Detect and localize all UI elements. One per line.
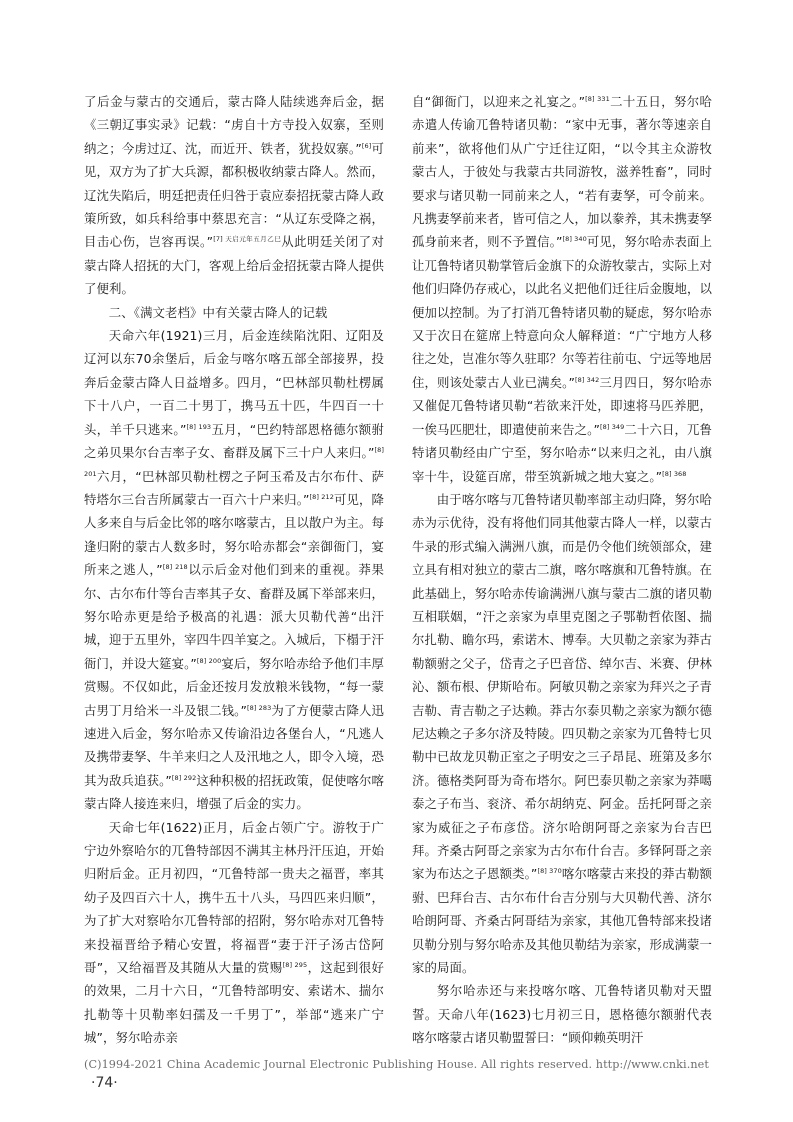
citation-reference: [8] 201 (84, 445, 384, 478)
paragraph-text: ，这起到很好的效果，二月十六日，“兀鲁特部明安、索诺木、揣尔扎勒等十贝勒率妇孺及一千男丁”，举部“逃来广宁城”，努尔哈赤亲 (84, 960, 384, 1046)
paragraph-text: 可见，努尔哈赤表面上让兀鲁特诸贝勒掌管后金旗下的众游牧蒙古，实际上对他们归降仍存戒心，以此名义把他们迁往后金腹地，以便加以控制。为了打消兀鲁特诸贝勒的疑虑，努尔哈赤又于次日在筵席上特意向众人解释道：“广宁地方人移往之处，岂准尔等久驻耶？尔等若往前屯、宁远等地居住，则该处蒙古人业已满矣。” (412, 234, 712, 390)
paragraph-text: 二、《满文老档》中有关蒙古降人的记载 (108, 304, 328, 320)
paragraph-text: 由于喀尔喀与兀鲁特诸贝勒率部主动归降，努尔哈赤为示优待，没有将他们同其他蒙古降人一样，以蒙古牛录的形式编入满洲八旗，而是仍令他们统领部众，建立具有相对独立的蒙古二旗，喀尔喀旗和兀鲁特旗。在此基础上，努尔哈赤传谕满洲八旗与蒙古二旗的诸贝勒互相联姻，“汗之亲家为卓里克图之子鄂勒哲依图、揣尔扎勒、瞻尔玛，索诺木、博奉。大贝勒之亲家为莽古勒额驸之父子，岱青之子巴音岱、绰尔吉、米赛、伊林沁、额布根、伊斯哈布。阿敏贝勒之亲家为拜兴之子青吉勒、青吉勒之子达赖。莽古尔泰贝勒之亲家为额尔德尼达赖之子多尔济及特陵。四贝勒之亲家为兀鲁特七贝勒中已故龙贝勒正室之子明安之三子昂昆、班第及多尔济。德格类阿哥为奇布塔尔。阿巴泰贝勒之亲家为莽噶泰之子布当、衮济、希尔胡纳克、阿金。岳托阿哥之亲家为威征之子布彦岱。济尔哈朗阿哥之亲家为台吉巴拜。齐桑古阿哥之亲家为古尔布什台吉。多铎阿哥之亲家为布达之子恩额类。” (412, 491, 712, 882)
copyright-notice: (C)1994-2021 China Academic Journal Electronic Publishing House. All rights reserved. http://www.cnki.net (83, 1058, 709, 1071)
citation-reference: [8] 340 (562, 235, 587, 244)
body-paragraph (412, 90, 712, 488)
body-paragraph (84, 324, 384, 816)
paragraph-text: 可见，双方为了扩大兵源，都积极收纳蒙古降人。然而，辽沈失陷后，明廷把责任归咎于袁应泰招抚蒙古降人政策所致，如兵科给事中蔡思充言：“从辽东受降之祸，目击心伤，岂容再误。” (84, 140, 384, 250)
paragraph-text: 宴后，努尔哈赤给予他们丰厚赏赐。不仅如此，后金还按月发放粮米钱物，“每一蒙古男丁月给米一斗及银二钱。” (84, 655, 384, 718)
citation-reference: [8] 283 (246, 703, 272, 712)
paragraph-text: 二十五日，努尔哈赤遣人传谕兀鲁特诸贝勒：“家中无事，著尔等速亲自前来”，欲将他们从广宁迁往辽阳，“以令其主众游牧蒙古人，于彼处与我蒙古共同游牧，滋养牲畜”，同时要求与诸贝勒一同前来之人，“若有妻孥，可令前来。凡携妻孥前来者，皆可信之人，加以豢养，其未携妻孥孤身前来者，则不予置信。” (412, 94, 712, 250)
paragraph-text: 努尔哈赤还与来投喀尔喀、兀鲁特诸贝勒对天盟誓。天命八年(1623)七月初三日，恩格德尔额驸代表喀尔喀蒙古诸贝勒盟誓曰：“顾仰赖英明汗 (412, 983, 712, 1046)
citation-reference: [8] 349 (600, 422, 625, 431)
right-text-column (412, 90, 712, 1050)
paragraph-text: 从此明廷关闭了对蒙古降人招抚的大门，客观上给后金招抚蒙古降人提供了便利。 (84, 234, 384, 297)
citation-reference: [8] 331 (585, 94, 610, 103)
body-paragraph (84, 816, 384, 1050)
page-number: ·74· (91, 1075, 118, 1091)
citation-reference: [8] 370 (537, 867, 562, 876)
citation-reference: [8] 212 (309, 492, 334, 501)
citation-reference: [8] 218 (162, 563, 188, 571)
paragraph-text: 可见，降人多来自与后金比邻的喀尔喀蒙古，且以散户为主。每逢归附的蒙古人数多时，努尔哈赤都会“亲御衙门，宴所来之逃人，” (84, 491, 384, 578)
citation-reference: [8] 342 (574, 375, 600, 384)
citation-reference: [7] 天启元年五月乙巳 (213, 235, 282, 244)
paragraph-text: 五月，“巴约特部恩格德尔额驸之弟贝果尔台吉率子女、畜群及属下三十户人来归。” (84, 421, 384, 461)
paragraph-text: 三月四日，努尔哈赤又催促兀鲁特诸贝勒“若欲来汗处，即速将马匹养肥，一俟马匹肥壮，即遣使前来告之。” (412, 374, 712, 437)
section-heading (84, 301, 384, 324)
citation-reference: [8] 295 (282, 960, 308, 969)
body-paragraph (412, 488, 712, 980)
paragraph-text: 这种积极的招抚政策，促使喀尔喀蒙古降人接连来归，增强了后金的实力。 (84, 772, 384, 812)
paragraph-text: 了后金与蒙古的交通后，蒙古降人陆续逃奔后金，据《三朝辽事实录》记载：“虏自十方寺投入奴寨，至则纳之；今虏过辽、沈，而近开、铁者，犹投奴寨。” (84, 94, 384, 156)
paragraph-text: 天命七年(1622)正月，后金占领广宁。游牧于广宁边外察哈尔的兀鲁特部因不满其主林丹汗压迫，开始归附后金。正月初四，“兀鲁特部一贵夫之福晋，率其幼子及四百六十人，携牛五十八头，马四匹来归顺”，为了扩大对察哈尔兀鲁特部的招附，努尔哈赤对兀鲁特来投福晋给予精心安置，将福晋“妻于汗子汤古岱阿哥”，又给福晋及其随从大量的赏赐 (84, 819, 384, 976)
paragraph-text: 为了方便蒙古降人迅速进入后金，努尔哈赤又传谕沿边各堡台人，“凡逃人及携带妻孥、牛羊来归之人及汛地之人，即令入境，恐其为敌兵追获。” (84, 702, 384, 788)
paragraph-text: 自“御衙门，以迎来之礼宴之。” (412, 94, 586, 109)
paragraph-text: 天命六年(1921)三月，后金连续陷沈阳、辽阳及辽河以东70余堡后，后金与喀尔喀五部全部接界，投奔后金蒙古降人日益增多。四月，“巴林部贝勒杜楞属下十八户，一百二十男丁，携马五十匹，牛四百一十头，羊千只逃来。” (84, 328, 384, 437)
citation-reference: [8] 200 (196, 656, 222, 665)
paragraph-text: 喀尔喀蒙古来投的莽古勒额驸、巴拜台吉、古尔布什台吉分别与大贝勒代善、济尔哈朗阿哥、齐桑古阿哥结为亲家，其他兀鲁特部来投诸贝勒分别与努尔哈赤及其他贝勒结为亲家，形成满蒙一家的局面。 (412, 866, 712, 976)
citation-reference: [8] 368 (662, 469, 687, 478)
body-paragraph (84, 90, 384, 301)
paragraph-text: 以示后金对他们到来的重视。莽果尔、古尔布什等台吉率其子女、畜群及属下举部来归，努尔哈赤更是给予极高的礼遇：派大贝勒代善“出汗城，迎于五里外，宰四牛四羊宴之。入城后，下榻于汗衙门，并设大筵宴。” (84, 562, 385, 671)
paragraph-text: 二十六日，兀鲁特诸贝勒经由广宁至，努尔哈赤“以来归之礼，由八旗宰十牛，设筵百席，带至筑新城之地大宴之。” (412, 421, 712, 484)
paragraph-text: 六月，“巴林部贝勒杜楞之子阿玉希及古尔布什、萨特塔尔三台吉所属蒙古一百六十户来归。” (84, 468, 384, 507)
citation-reference: [8] 193 (186, 422, 212, 431)
body-paragraph (412, 979, 712, 1049)
citation-reference: [8] 292 (171, 773, 197, 782)
left-text-column (84, 90, 384, 1050)
citation-reference: [6] (361, 141, 372, 150)
